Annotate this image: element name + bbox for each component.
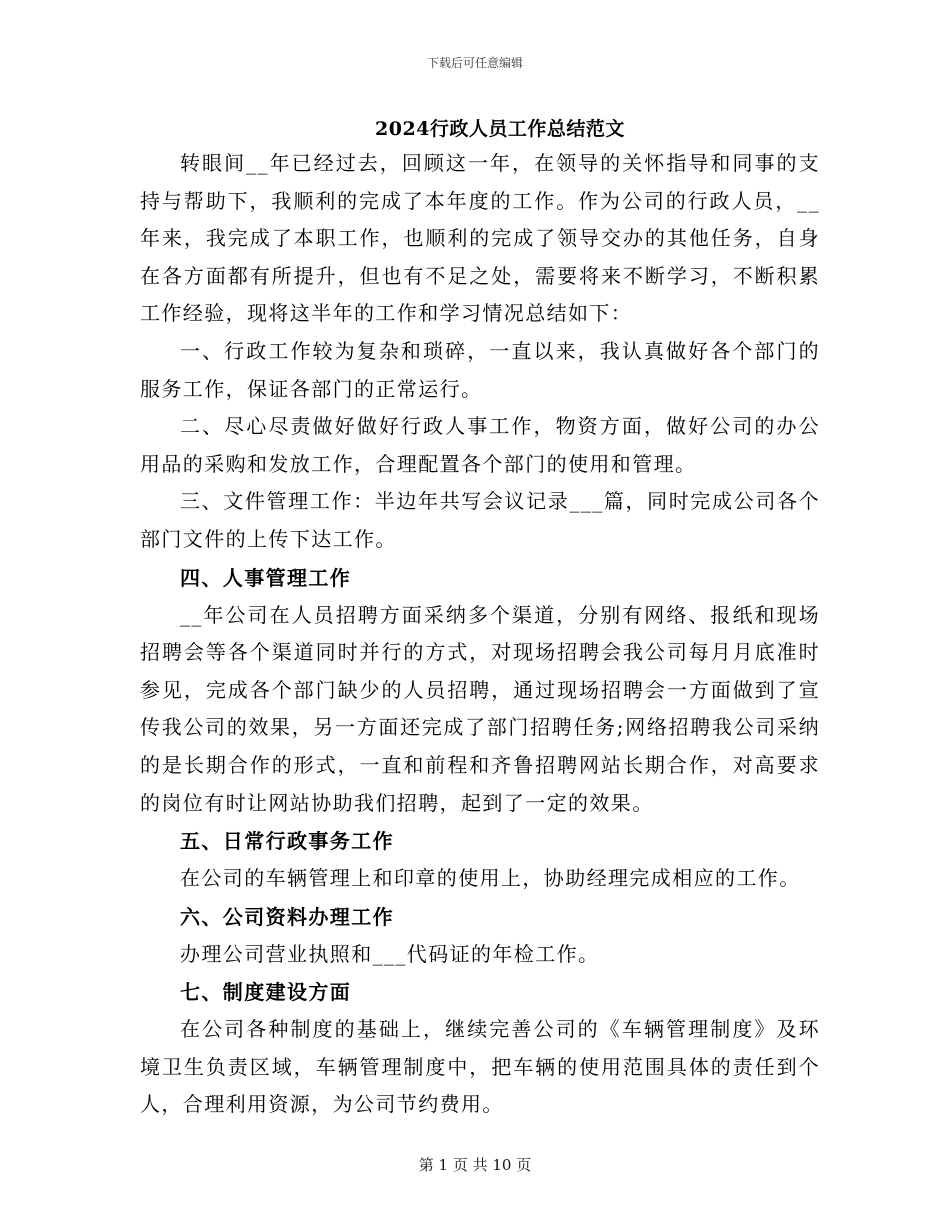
- intro-paragraph: 转眼间__年已经过去，回顾这一年，在领导的关怀指导和同事的支持与帮助下，我顺利的完成了本年度的工作。作为公司的行政人员，__年来，我完成了本职工作，也顺利的完成了领导交办的其他任务，自身在各方面都有所提升，但也有不足之处，需要将来不断学习，不断积累工作经验，现将这半年的工作和学习情况总结如下：: [140, 151, 820, 326]
- section-5-paragraph: 在公司的车辆管理上和印章的使用上，协助经理完成相应的工作。: [180, 866, 801, 891]
- document-title: 2024行政人员工作总结范文: [375, 118, 625, 140]
- section-6-heading: 六、公司资料办理工作: [180, 904, 394, 929]
- header-note: 下载后可任意编辑: [426, 56, 523, 70]
- section-7-heading: 七、制度建设方面: [180, 980, 352, 1005]
- section-4-paragraph: __年公司在人员招聘方面采纳多个渠道，分别有网络、报纸和现场招聘会等各个渠道同时并行的方式，对现场招聘会我公司每月月底准时参见，完成各个部门缺少的人员招聘，通过现场招聘会一方面做到了宣传我公司的效果，另一方面还完成了部门招聘任务;网络招聘我公司采纳的是长期合作的形式，一直和前程和齐鲁招聘网站长期合作，对高要求的岗位有时让网站协助我们招聘，起到了一定的效果。: [140, 602, 820, 815]
- document-body: [140, 145, 820, 1124]
- section-7-paragraph: 在公司各种制度的基础上，继续完善公司的《车辆管理制度》及环境卫生负责区域，车辆管理制度中，把车辆的使用范围具体的责任到个人，合理利用资源，为公司节约费用。: [140, 1017, 820, 1117]
- section-5-heading: 五、日常行政事务工作: [180, 829, 394, 854]
- item-3-paragraph: 三、文件管理工作：半边年共写会议记录___篇，同时完成公司各个部门文件的上传下达工作。: [140, 489, 820, 551]
- page-footer: 第 1 页 共 10 页: [418, 1156, 532, 1174]
- section-4-heading: 四、人事管理工作: [180, 565, 352, 590]
- section-6-paragraph: 办理公司营业执照和___代码证的年检工作。: [180, 941, 600, 966]
- item-1-paragraph: 一、行政工作较为复杂和琐碎，一直以来，我认真做好各个部门的服务工作，保证各部门的正常运行。: [140, 338, 820, 401]
- item-2-paragraph: 二、尽心尽责做好做好行政人事工作，物资方面，做好公司的办公用品的采购和发放工作，合理配置各个部门的使用和管理。: [140, 414, 820, 476]
